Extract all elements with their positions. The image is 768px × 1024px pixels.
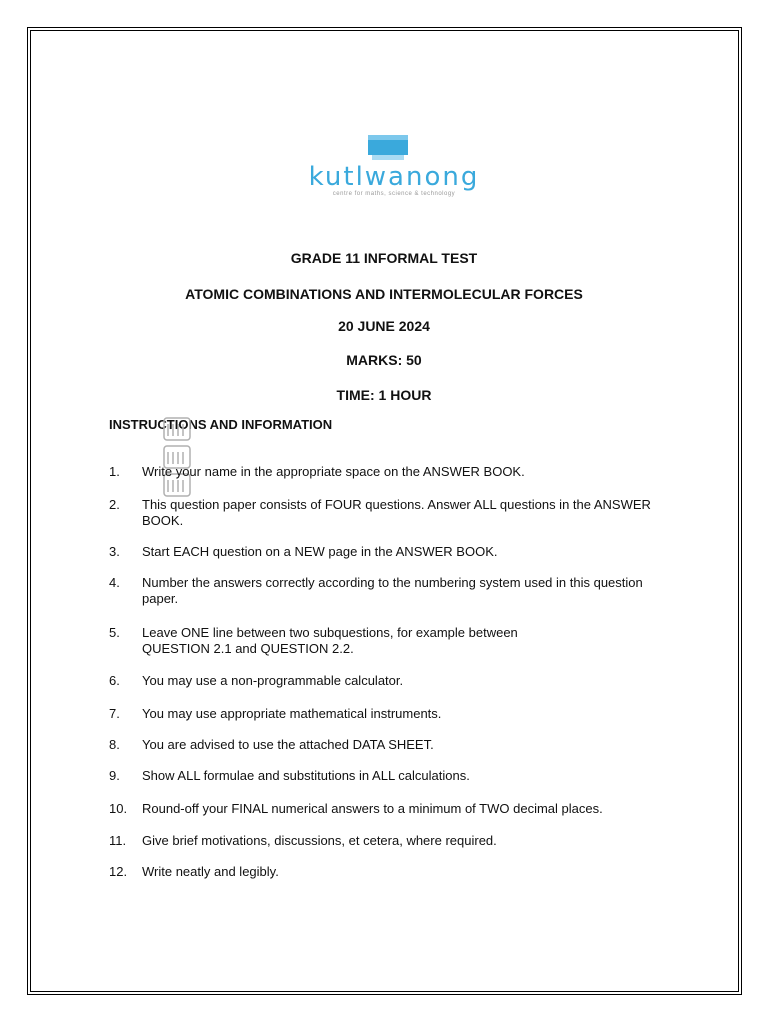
instruction-number: 7. [109,706,120,721]
instruction-text: Give brief motivations, discussions, et cetera, where required. [142,833,497,848]
instruction-number: 9. [109,768,120,783]
instruction-text: Number the answers correctly according to the numbering system used in this question paper. [142,575,643,606]
test-time: TIME: 1 HOUR [336,387,432,403]
logo-tagline: centre for maths, science & technology [332,191,456,197]
logo-name: kutlwanong [308,162,480,192]
instruction-text: Leave ONE line between two subquestions, for example between QUESTION 2.1 and QUESTION 2.2. [142,625,518,656]
instruction-text: Round-off your FINAL numerical answers to a minimum of TWO decimal places. [142,801,603,816]
instruction-number: 11. [109,833,127,848]
instructions-title: INSTRUCTIONS AND INFORMATION [109,417,333,432]
instruction-number: 1. [109,464,120,479]
test-marks: MARKS: 50 [346,352,422,368]
instruction-number: 4. [109,575,120,590]
instruction-text: Start EACH question on a NEW page in the ANSWER BOOK. [142,544,498,559]
instruction-text: Show ALL formulae and substitutions in ALL calculations. [142,768,470,783]
instruction-text: You may use a non-programmable calculator. [142,673,404,688]
instruction-text: You are advised to use the attached DATA SHEET. [142,737,434,752]
instruction-text: Write your name in the appropriate space on the ANSWER BOOK. [142,464,525,479]
instruction-text: This question paper consists of FOUR questions. Answer ALL questions in the ANSWER BOOK. [142,497,651,528]
test-topic: ATOMIC COMBINATIONS AND INTERMOLECULAR FORCES [185,286,583,302]
test-title: GRADE 11 INFORMAL TEST [290,250,478,266]
test-date: 20 JUNE 2024 [338,318,430,334]
instruction-number: 6. [109,673,120,688]
cube-logo-icon [366,132,410,162]
logo [294,132,494,202]
instruction-number: 3. [109,544,120,559]
instruction-number: 12. [109,864,128,879]
instruction-text: You may use appropriate mathematical instruments. [142,706,442,721]
instruction-number: 8. [109,737,120,752]
instruction-number: 10. [109,801,128,816]
instruction-text: Write neatly and legibly. [142,864,279,879]
instruction-number: 2. [109,497,120,512]
instruction-number: 5. [109,625,120,640]
stamp-watermark-icon [160,414,194,502]
